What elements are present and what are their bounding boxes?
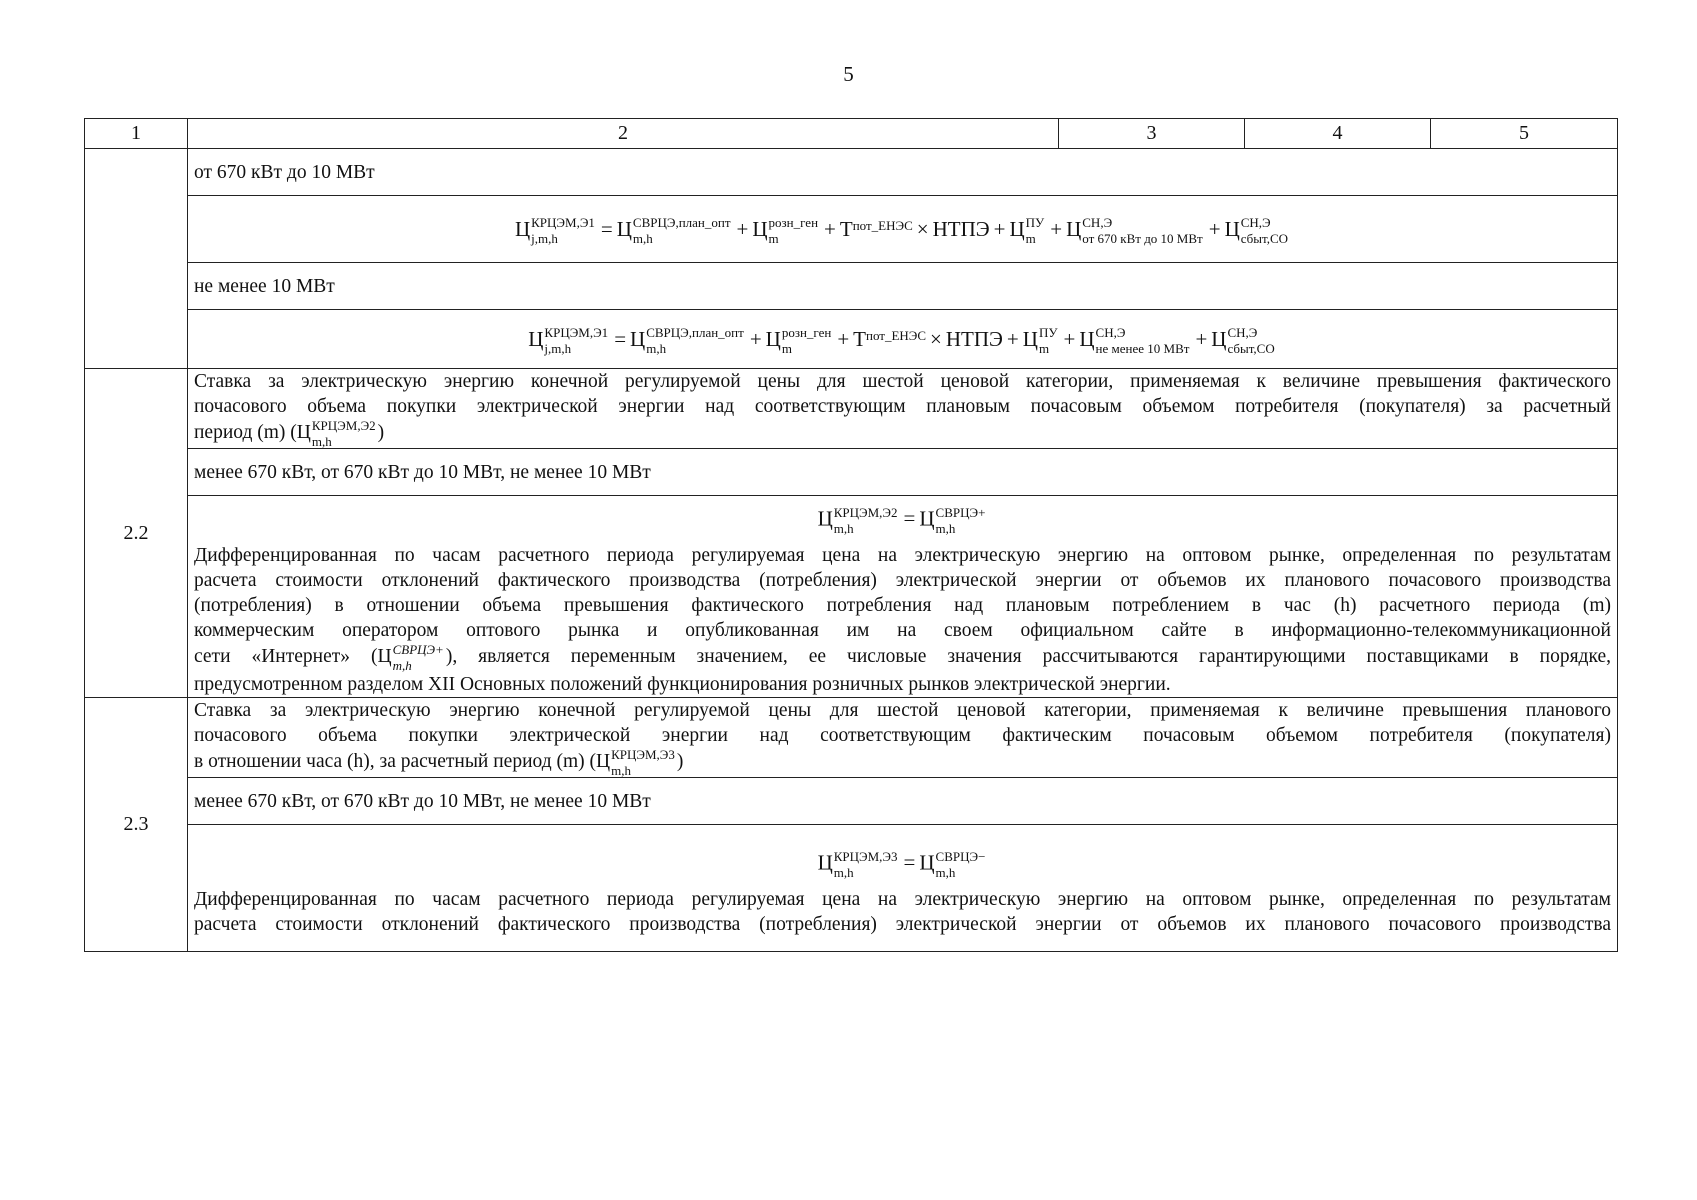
condition-cell: не менее 10 МВт [188, 263, 1618, 310]
text-line: сети «Интернет» (Ц СВРЦЭ+ m,h ), является переменным значением, ее числовые значения рассчитываются гарантирующими поставщиками в порядке, [194, 642, 1611, 673]
tariff-table [84, 118, 1618, 952]
formula-description-cell [188, 496, 1618, 698]
header-cell-5: 5 [1431, 119, 1618, 149]
formula-cell [188, 310, 1618, 369]
table-header-row [85, 119, 1618, 149]
header-cell-3: 3 [1059, 119, 1245, 149]
table-row [85, 496, 1618, 698]
table-row [85, 369, 1618, 449]
text-line: период (m) (Ц КРЦЭМ,Э2 m,h ) [194, 418, 385, 449]
table-row [85, 825, 1618, 952]
header-cell-2: 2 [188, 119, 1059, 149]
condition-cell: от 670 кВт до 10 МВт [188, 149, 1618, 196]
text-line: Дифференцированная по часам расчетного периода регулируемая цена на электрическую энергию на оптовом рынке, определенная по результатам [194, 545, 1611, 566]
table-row [85, 263, 1618, 310]
table-row [85, 310, 1618, 369]
table-row [85, 778, 1618, 825]
text-line: Дифференцированная по часам расчетного периода регулируемая цена на электрическую энергию на оптовом рынке, определенная по результатам [194, 888, 1611, 910]
condition-cell: менее 670 кВт, от 670 кВт до 10 МВт, не менее 10 МВт [188, 778, 1618, 825]
page-number: 5 [843, 62, 854, 86]
formula-e1-ne-10: Ц КРЦЭМ,Э1 j,m,h = Ц СВРЦЭ,план_опт m,h + Ц розн_ген m + $Т^{пот\_ЕНЭС}$ × НТПЭ + Ц ПУ m + Ц СН,Э не менее 10 МВт + Ц СН,Э сбыт,СО [528, 325, 1275, 357]
text-line: Ставка за электрическую энергию конечной регулируемой цены для шестой ценовой категории, применяемая к величине превышения фактического [194, 371, 1611, 392]
condition-cell: менее 670 кВт, от 670 кВт до 10 МВт, не менее 10 МВт [188, 449, 1618, 496]
table-row [85, 449, 1618, 496]
row-number-2-2: 2.2 [85, 369, 188, 698]
text-line: расчета стоимости отклонений фактического производства (потребления) электрической энергии от объемов их планового почасового производства [194, 913, 1611, 935]
formula-e2: Ц КРЦЭМ,Э2 m,h = Ц СВРЦЭ+ m,h [817, 505, 986, 536]
table-row [85, 698, 1618, 778]
formula-e1-670-10: Ц КРЦЭМ,Э1 j,m,h = Ц СВРЦЭ,план_опт m,h + Ц розн_ген m + $Т^{пот\_ЕНЭС}$ × НТПЭ + Ц ПУ m + Ц СН,Э от 670 кВт до 10 МВт + Ц СН,Э сбыт,СО [514, 215, 1289, 247]
text-line: (потребления) в отношении объема превышения фактического потребления над плановым потреблением в час (h) расчетного периода (m) [194, 595, 1611, 616]
text-line: почасового объема покупки электрической энергии над соответствующим плановым почасовым объемом потребителя (покупателя) за расчетный [194, 396, 1611, 417]
section-2-2-description [188, 369, 1618, 449]
formula-cell [188, 196, 1618, 263]
text-line: Ставка за электрическую энергию конечной регулируемой цены для шестой ценовой категории, применяемая к величине превышения планового [194, 700, 1611, 721]
text-line: предусмотренном разделом XII Основных положений функционирования розничных рынков электрической энергии. [194, 674, 1171, 695]
row-number-cell-empty [85, 149, 188, 369]
formula-e3: Ц КРЦЭМ,Э3 m,h = Ц СВРЦЭ− m,h [817, 848, 986, 880]
text-line: в отношении часа (h), за расчетный период (m) (Ц КРЦЭМ,Э3 m,h ) [194, 747, 684, 778]
row-number-2-3: 2.3 [85, 698, 188, 952]
table-row [85, 196, 1618, 263]
header-cell-4: 4 [1245, 119, 1431, 149]
formula-description-cell [188, 825, 1618, 952]
text-line: почасового объема покупки электрической энергии над соответствующим фактическим почасовым объемом потребителя (покупателя) [194, 725, 1611, 746]
text-line: коммерческим оператором оптового рынка и опубликованная им на своем официальном сайте в информационно-телекоммуникационной [194, 620, 1611, 641]
table-row [85, 149, 1618, 196]
section-2-3-description [188, 698, 1618, 778]
text-line: расчета стоимости отклонений фактического производства (потребления) электрической энергии от объемов их планового почасового производства [194, 570, 1611, 591]
header-cell-1: 1 [85, 119, 188, 149]
